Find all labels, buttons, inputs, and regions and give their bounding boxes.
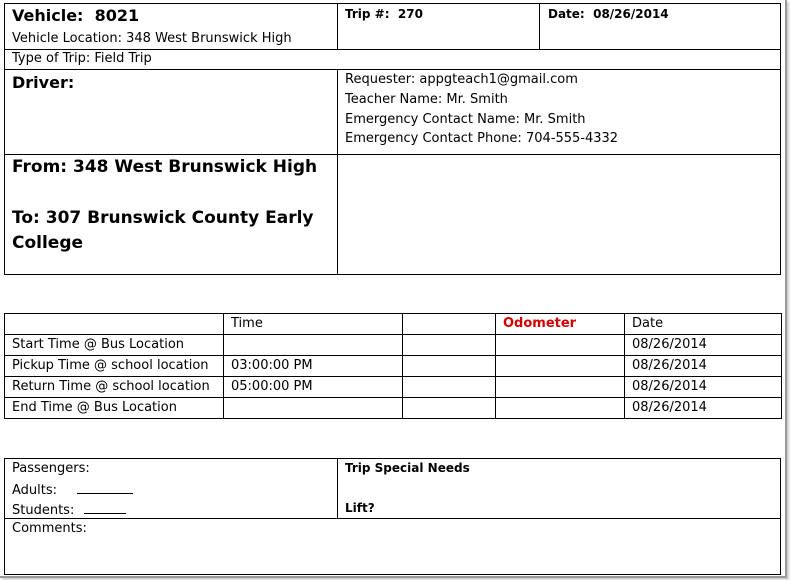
header-cell-odometer: Odometer [496,314,625,335]
row-blank [403,398,496,419]
emergency-contact-phone: Emergency Contact Phone: 704-555-4332 [345,131,619,146]
row-odometer [496,356,625,377]
requester-email: Requester: appgteach1@gmail.com [345,72,578,87]
lift-label: Lift? [345,501,375,515]
table-row [5,356,782,377]
adults-label: Adults: [12,483,58,498]
vehicle-number: 8021 [94,6,140,25]
header-cell-blank [403,314,496,335]
row-date: 08/26/2014 [625,356,782,377]
header-date [548,7,669,21]
row-label: Start Time @ Bus Location [5,335,224,356]
row-time: 03:00:00 PM [224,356,403,377]
vehicle-location: Vehicle Location: 348 West Brunswick High [12,31,292,46]
row-odometer [496,377,625,398]
row-label: End Time @ Bus Location [5,398,224,419]
special-needs-title: Trip Special Needs [345,461,470,475]
row-blank [403,335,496,356]
vehicle-title [12,6,139,25]
row-time [224,335,403,356]
table-row [5,398,782,419]
adults-field [12,481,133,498]
row-date: 08/26/2014 [625,377,782,398]
table-header-row [5,314,782,335]
trip-number [345,7,423,21]
row-blank [403,377,496,398]
type-of-trip: Type of Trip: Field Trip [12,51,152,66]
adults-blank[interactable] [77,481,133,494]
students-blank[interactable] [84,501,126,514]
passengers-label: Passengers: [12,461,90,476]
emergency-contact-name: Emergency Contact Name: Mr. Smith [345,112,586,127]
route-to-line2: College [12,233,84,253]
date-value: 08/26/2014 [593,7,669,21]
students-field [12,501,126,518]
route-to-line1: To: 307 Brunswick County Early [12,208,314,228]
header-cell-date: Date [625,314,782,335]
row-blank [403,356,496,377]
row-label: Pickup Time @ school location [5,356,224,377]
row-time: 05:00:00 PM [224,377,403,398]
row-time [224,398,403,419]
route-notes-box [337,154,781,275]
students-label: Students: [12,503,75,518]
row-date: 08/26/2014 [625,335,782,356]
date-label: Date: [548,7,585,21]
header-cell-time: Time [224,314,403,335]
vehicle-label: Vehicle: [12,6,84,25]
route-from: From: 348 West Brunswick High [12,157,318,177]
times-table [4,313,782,419]
comments-label: Comments: [12,521,87,536]
table-row [5,377,782,398]
comments-box [4,518,781,575]
row-odometer [496,335,625,356]
row-date: 08/26/2014 [625,398,782,419]
table-row [5,335,782,356]
header-cell-activity [5,314,224,335]
trip-label: Trip #: [345,7,390,21]
driver-label: Driver: [12,73,75,92]
trip-number-value: 270 [397,7,423,21]
teacher-name: Teacher Name: Mr. Smith [345,92,508,107]
row-label: Return Time @ school location [5,377,224,398]
row-odometer [496,398,625,419]
